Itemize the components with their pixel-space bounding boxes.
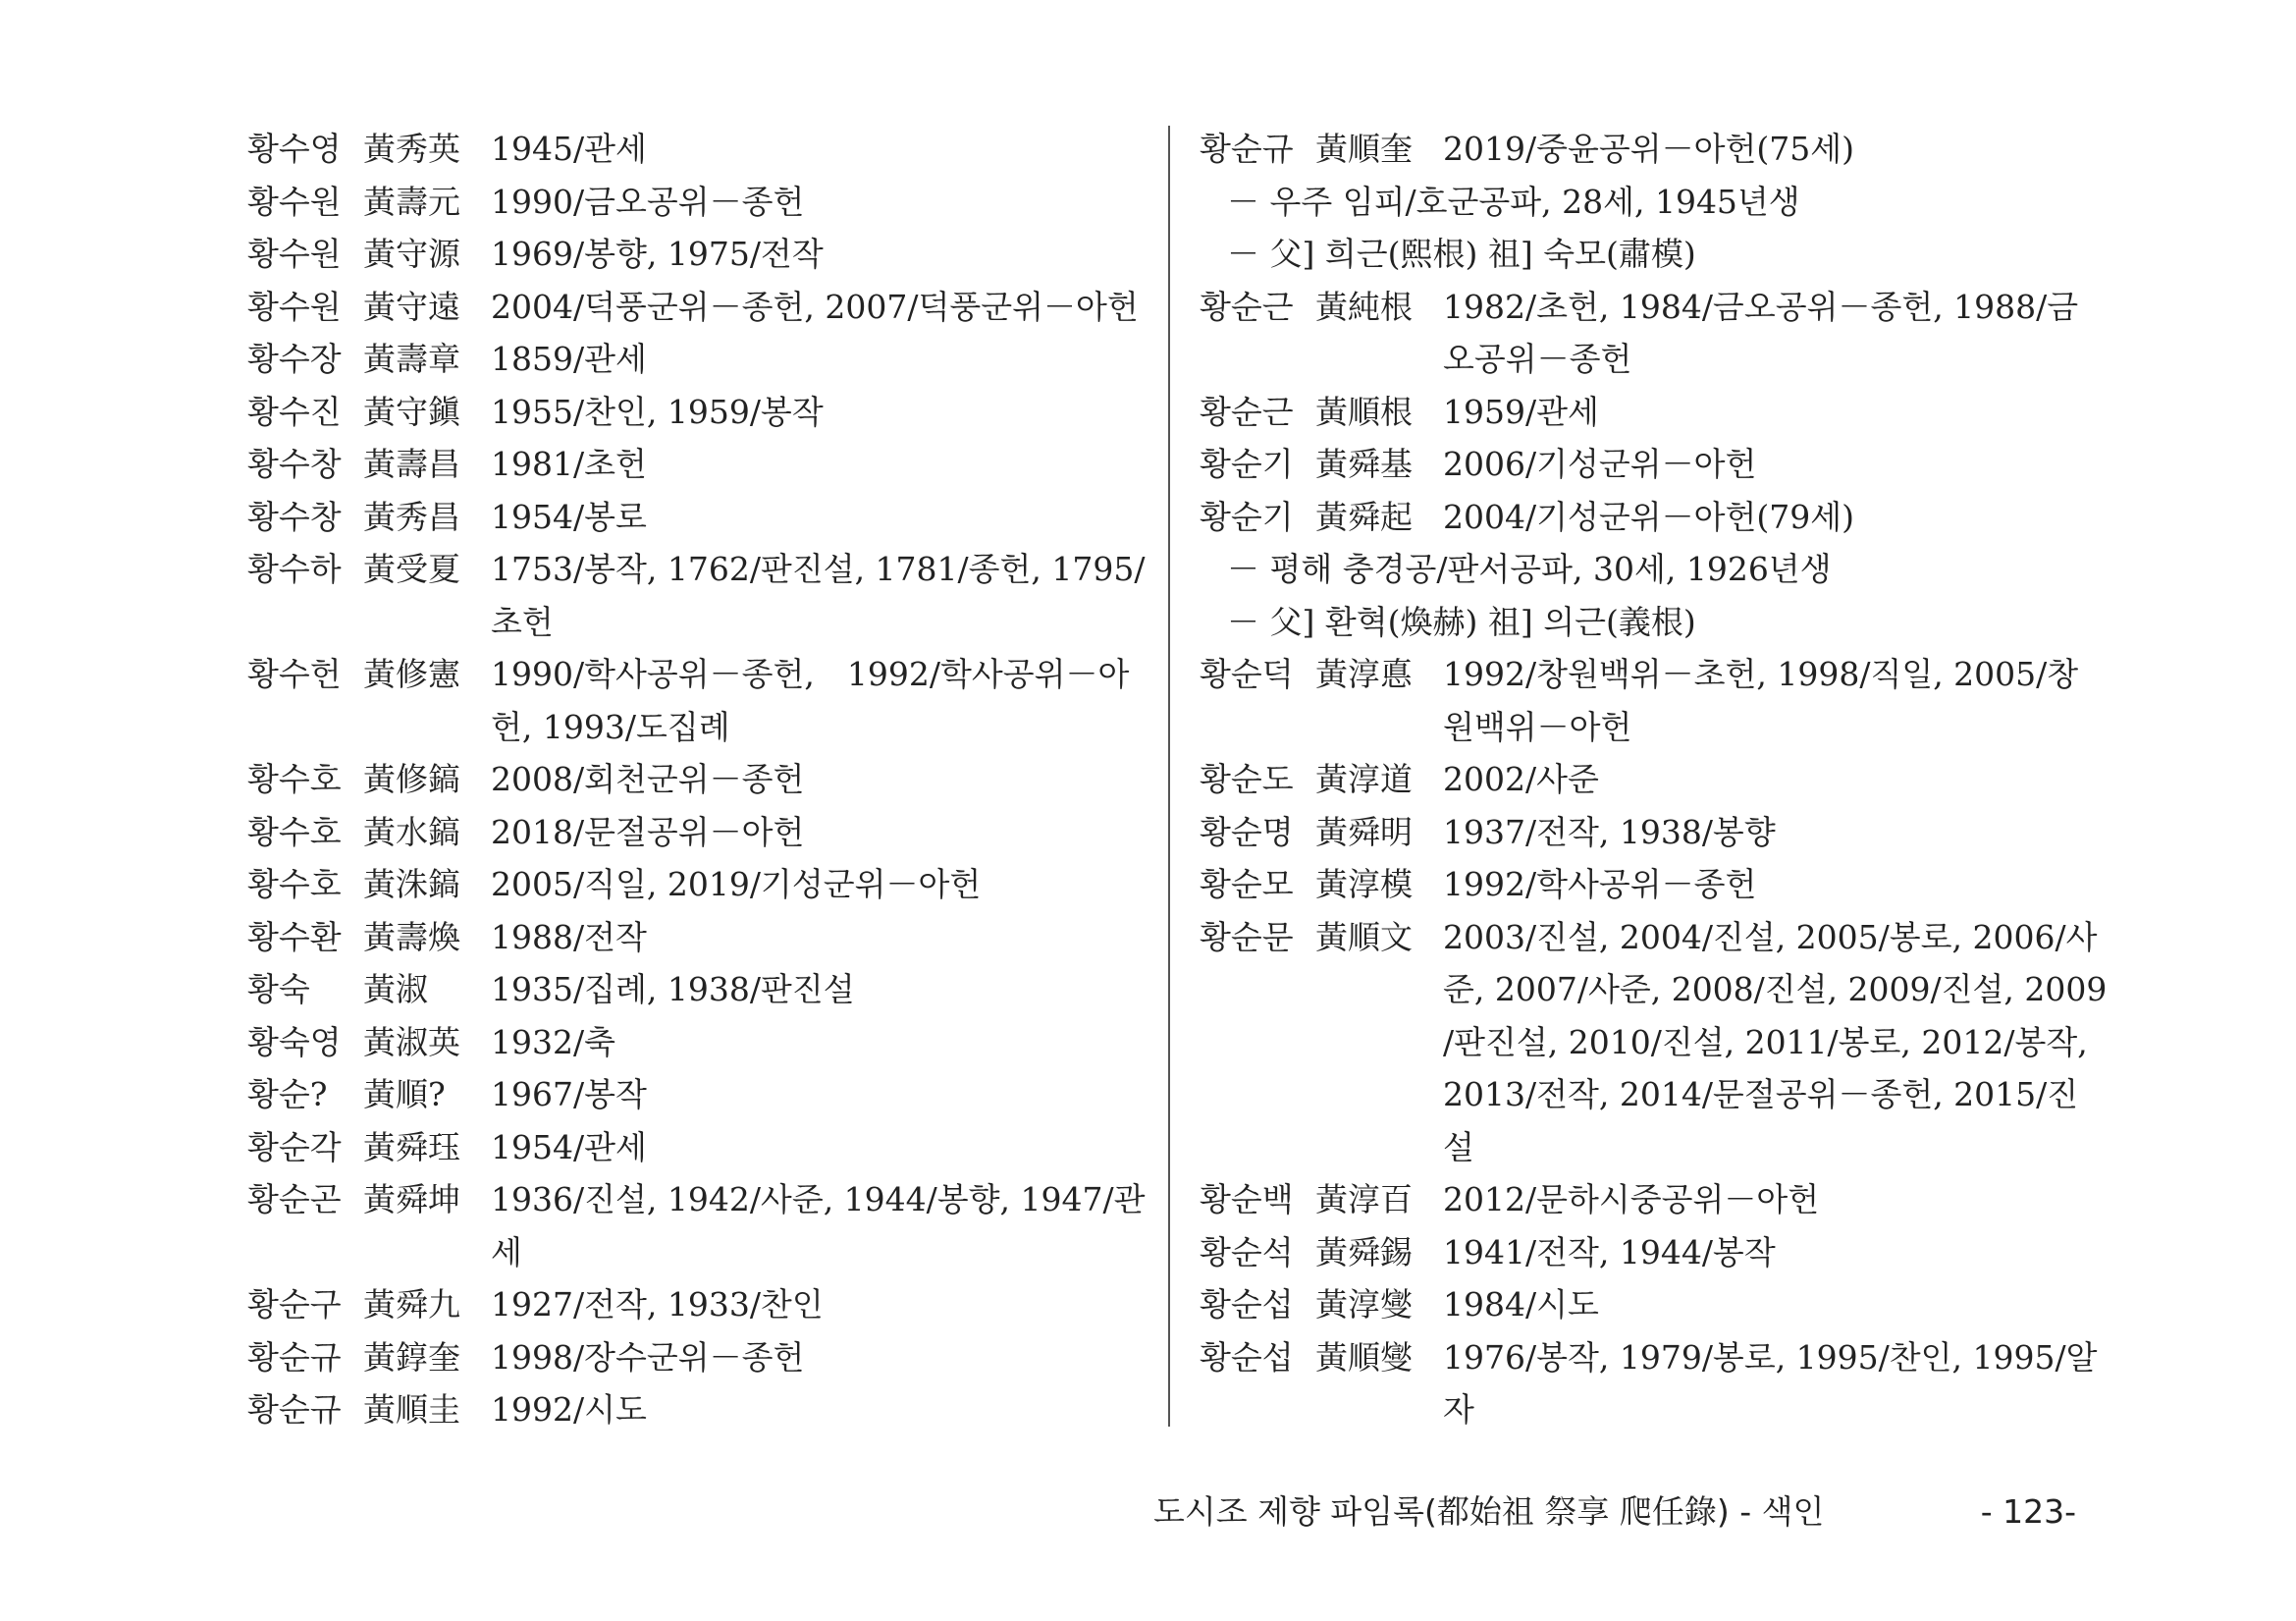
hanja-name: 黃順圭 [363,1390,460,1429]
index-entry [247,1121,1150,1174]
entry-line [247,1331,1150,1384]
record-text: 1941/전작, 1944/봉작 [1443,1232,1776,1271]
record-text: 1982/초헌, 1984/금오공위－종헌, 1988/금 [1443,287,2079,326]
genealogy-note: － 우주 임피/호군공파, 28세, 1945년생 [1227,182,1800,221]
record-text: 1927/전작, 1933/찬인 [491,1285,824,1324]
index-entry [1200,1173,2103,1226]
korean-name: 황순규 [1200,130,1294,168]
record-text: 1935/집례, 1938/판진설 [491,970,855,1008]
entry-continuation [247,596,1150,649]
entry-line [247,333,1150,386]
index-entry [247,1383,1150,1436]
record-text: 2012/문하시중공위－아헌 [1443,1180,1820,1218]
index-entry [247,228,1150,281]
hanja-name: 黃淳燮 [1315,1285,1413,1324]
entry-line [247,858,1150,911]
entry-line [247,753,1150,806]
hanja-name: 黃淳道 [1315,760,1413,798]
korean-name: 황수영 [247,130,342,168]
entry-line [1200,123,2103,176]
entry-line [1200,281,2103,334]
korean-name: 황수환 [247,917,342,956]
hanja-name: 黃壽章 [363,340,460,378]
record-text: 헌, 1993/도집례 [491,707,730,746]
entry-line [1200,911,2103,964]
index-entry [247,648,1150,753]
hanja-name: 黃舜珏 [363,1127,460,1166]
korean-name: 황수호 [247,760,342,798]
korean-name: 황순기 [1200,445,1294,483]
record-text: 2006/기성군위－아헌 [1443,445,1757,483]
record-text: 1955/찬인, 1959/봉작 [491,392,824,431]
entry-line [247,1383,1150,1436]
hanja-name: 黃守鎭 [363,392,460,431]
korean-name: 황수원 [247,287,342,326]
korean-name: 황순도 [1200,760,1294,798]
entry-line [247,438,1150,491]
record-text: 세 [491,1232,522,1271]
record-text: 1976/봉작, 1979/봉로, 1995/찬인, 1995/알 [1443,1337,2098,1377]
record-text: 1990/금오공위－종헌 [491,182,805,221]
hanja-name: 黃修鎬 [363,760,460,798]
hanja-name: 黃順奎 [1315,130,1413,168]
korean-name: 황순근 [1200,287,1294,326]
index-entry [247,858,1150,911]
record-text: 2013/전작, 2014/문절공위－종헌, 2015/진 [1443,1075,2079,1113]
index-entry [247,1278,1150,1331]
record-text: 설 [1443,1127,1474,1166]
record-text: 2019/중윤공위－아헌(75세) [1443,130,1854,168]
column-divider [1168,126,1170,1427]
hanja-name: 黃守遠 [363,287,460,326]
hanja-name: 黃壽煥 [363,917,460,956]
entry-line [247,648,1150,701]
korean-name: 황순명 [1200,812,1294,851]
record-text: 1992/창원백위－초헌, 1998/직일, 2005/창 [1443,655,2079,693]
hanja-name: 黃順文 [1315,917,1413,956]
korean-name: 황순섭 [1200,1337,1294,1377]
korean-name: 황수창 [247,497,342,536]
korean-name: 황수장 [247,340,342,378]
record-text: 1992/학사공위－종헌 [1443,865,1757,903]
record-text: 1945/관세 [491,130,647,168]
hanja-name: 黃舜錫 [1315,1232,1413,1271]
hanja-name: 黃淑英 [363,1022,460,1061]
entry-line [1200,386,2103,439]
hanja-name: 黃洙鎬 [363,865,460,903]
hanja-name: 黃淳悳 [1315,655,1413,693]
index-entry [247,1173,1150,1278]
entry-continuation [1200,701,2103,754]
entry-continuation [1200,333,2103,386]
record-text: 1937/전작, 1938/봉향 [1443,812,1776,851]
index-entry [1200,911,2108,1174]
index-entry [247,806,1150,859]
korean-name: 황수진 [247,392,342,431]
index-entry [1200,1278,2103,1331]
record-text: 1981/초헌 [491,445,647,483]
hanja-name: 黃秀昌 [363,497,460,536]
index-entry [247,438,1150,491]
korean-name: 황순근 [1200,392,1294,431]
record-text: 2005/직일, 2019/기성군위－아헌 [491,865,982,903]
entry-continuation [247,1226,1150,1279]
index-entry [1200,281,2103,386]
index-entry [1200,491,2103,649]
record-text: 초헌 [491,602,554,641]
index-entry [247,491,1150,544]
record-text: 1984/시도 [1443,1285,1599,1324]
entry-line [247,963,1150,1016]
index-entry [1200,1226,2103,1279]
record-text: 1954/봉로 [491,497,647,536]
korean-name: 황수헌 [247,655,342,693]
record-text: 1998/장수군위－종헌 [491,1337,805,1377]
record-text: 준, 2007/사준, 2008/진설, 2009/진설, 2009 [1443,970,2108,1008]
entry-line [247,386,1150,439]
entry-continuation [1200,963,2108,1016]
index-entry [247,281,1150,334]
index-entry [247,963,1150,1016]
korean-name: 황순섭 [1200,1285,1294,1324]
entry-continuation [1200,1121,2103,1174]
record-text: 1932/축 [491,1022,615,1061]
index-entry [1200,858,2103,911]
korean-name: 황숙영 [247,1022,342,1061]
korean-name: 황순기 [1200,497,1294,536]
entry-continuation [1200,1383,2103,1436]
entry-line [247,281,1150,334]
record-text: 1990/학사공위－종헌, 1992/학사공위－아 [491,655,1130,693]
korean-name: 황수원 [247,182,342,221]
index-entry [247,176,1150,229]
korean-name: 황순덕 [1200,655,1294,693]
korean-name: 황순각 [247,1127,342,1166]
hanja-name: 黃錞奎 [363,1337,460,1377]
index-entry [1200,123,2103,281]
index-entry [247,543,1150,648]
page-number: - 123- [1980,1492,2076,1531]
index-entry [247,123,1150,176]
hanja-name: 黃受夏 [363,550,460,588]
record-text: 1954/관세 [491,1127,647,1166]
genealogy-note: － 父] 희근(熙根) 祖] 숙모(肅模) [1227,235,1696,273]
hanja-name: 黃淑 [363,970,428,1008]
korean-name: 황순곤 [247,1180,342,1218]
record-text: 2004/기성군위－아헌(79세) [1443,497,1854,536]
hanja-name: 黃淳模 [1315,865,1413,903]
hanja-name: 黃守源 [363,235,460,273]
hanja-name: 黃順根 [1315,392,1413,431]
page-footer [1153,1483,2096,1541]
entry-line [247,1121,1150,1174]
entry-line [247,543,1150,596]
entry-continuation [1200,1016,2103,1069]
hanja-name: 黃壽昌 [363,445,460,483]
hanja-name: 黃淳百 [1315,1180,1413,1218]
index-entry [247,386,1150,439]
korean-name: 황수호 [247,865,342,903]
entry-line [247,176,1150,229]
entry-line [1200,1278,2103,1331]
index-entry [1200,386,2103,439]
korean-name: 황순백 [1200,1180,1294,1218]
entry-line [1200,753,2103,806]
record-text: 2004/덕풍군위－종헌, 2007/덕풍군위－아헌 [491,287,1139,326]
hanja-name: 黃秀英 [363,130,460,168]
record-text: 1936/진설, 1942/사준, 1944/봉향, 1947/관 [491,1180,1146,1218]
record-text: 1859/관세 [491,340,647,378]
record-text: 1959/관세 [1443,392,1599,431]
record-text: 1992/시도 [491,1390,647,1429]
index-entry [247,753,1150,806]
index-entry [1200,753,2103,806]
entry-line [1200,858,2103,911]
entry-line [1200,1173,2103,1226]
entry-line [1200,438,2103,491]
record-text: 오공위－종헌 [1443,340,1632,378]
left-index-column [247,123,1150,1436]
hanja-name: 黃壽元 [363,182,460,221]
entry-line [1200,1226,2103,1279]
hanja-name: 黃水鎬 [363,812,460,851]
index-entry [247,911,1150,964]
entry-continuation [1200,1068,2103,1121]
entry-line [1200,648,2103,701]
korean-name: 황순모 [1200,865,1294,903]
korean-name: 황순석 [1200,1232,1294,1271]
entry-line [247,806,1150,859]
hanja-name: 黃舜起 [1315,497,1413,536]
index-entry [247,1068,1150,1121]
index-entry [247,1331,1150,1384]
genealogy-note: － 평해 충경공/판서공파, 30세, 1926년생 [1227,550,1832,588]
genealogy-note: － 父] 환혁(煥赫) 祖] 의근(義根) [1227,602,1696,641]
hanja-name: 黃舜坤 [363,1180,460,1218]
index-entry [1200,648,2103,753]
record-text: 1988/전작 [491,917,647,956]
korean-name: 황순규 [247,1337,342,1377]
record-text: 자 [1443,1390,1474,1429]
hanja-name: 黃舜基 [1315,445,1413,483]
entry-line [247,123,1150,176]
korean-name: 황순규 [247,1390,342,1429]
entry-line [247,1173,1150,1226]
entry-line [247,491,1150,544]
entry-line [247,1016,1150,1069]
record-text: 1753/봉작, 1762/판진설, 1781/종헌, 1795/ [491,550,1146,588]
hanja-name: 黃順? [363,1075,446,1113]
entry-line [247,911,1150,964]
entry-continuation [247,701,1150,754]
record-text: 2008/회천군위－종헌 [491,760,805,798]
record-text: 2018/문절공위－아헌 [491,812,805,851]
record-text: 원백위－아헌 [1443,707,1632,746]
korean-name: 황수원 [247,235,342,273]
korean-name: 황순? [247,1075,328,1113]
index-entry [247,333,1150,386]
index-entry [1200,438,2103,491]
entry-line [1200,806,2103,859]
index-entry [247,1016,1150,1069]
hanja-name: 黃純根 [1315,287,1413,326]
korean-name: 황수창 [247,445,342,483]
record-text: 2002/사준 [1443,760,1599,798]
record-text: 2003/진설, 2004/진설, 2005/봉로, 2006/사 [1443,917,2098,956]
entry-line [247,228,1150,281]
hanja-name: 黃舜明 [1315,812,1413,851]
korean-name: 황순문 [1200,917,1294,956]
hanja-name: 黃舜九 [363,1285,460,1324]
hanja-name: 黃順燮 [1315,1337,1413,1377]
entry-line [1200,1331,2103,1384]
record-text: 1967/봉작 [491,1075,647,1113]
index-entry [1200,1331,2103,1436]
korean-name: 황수하 [247,550,342,588]
right-index-column [1200,123,2108,1436]
korean-name: 황순구 [247,1285,342,1324]
entry-line [247,1068,1150,1121]
entry-line [247,1278,1150,1331]
record-text: 1969/봉향, 1975/전작 [491,235,824,273]
korean-name: 황숙 [247,970,310,1008]
record-text: /판진설, 2010/진설, 2011/봉로, 2012/봉작, [1443,1022,2088,1061]
footer-title: 도시조 제향 파임록(都始祖 祭享 爬任錄) - 색인 [1153,1492,1825,1531]
entry-line [1200,491,2103,544]
korean-name: 황수호 [247,812,342,851]
index-entry [1200,806,2103,859]
hanja-name: 黃修憲 [363,655,460,693]
